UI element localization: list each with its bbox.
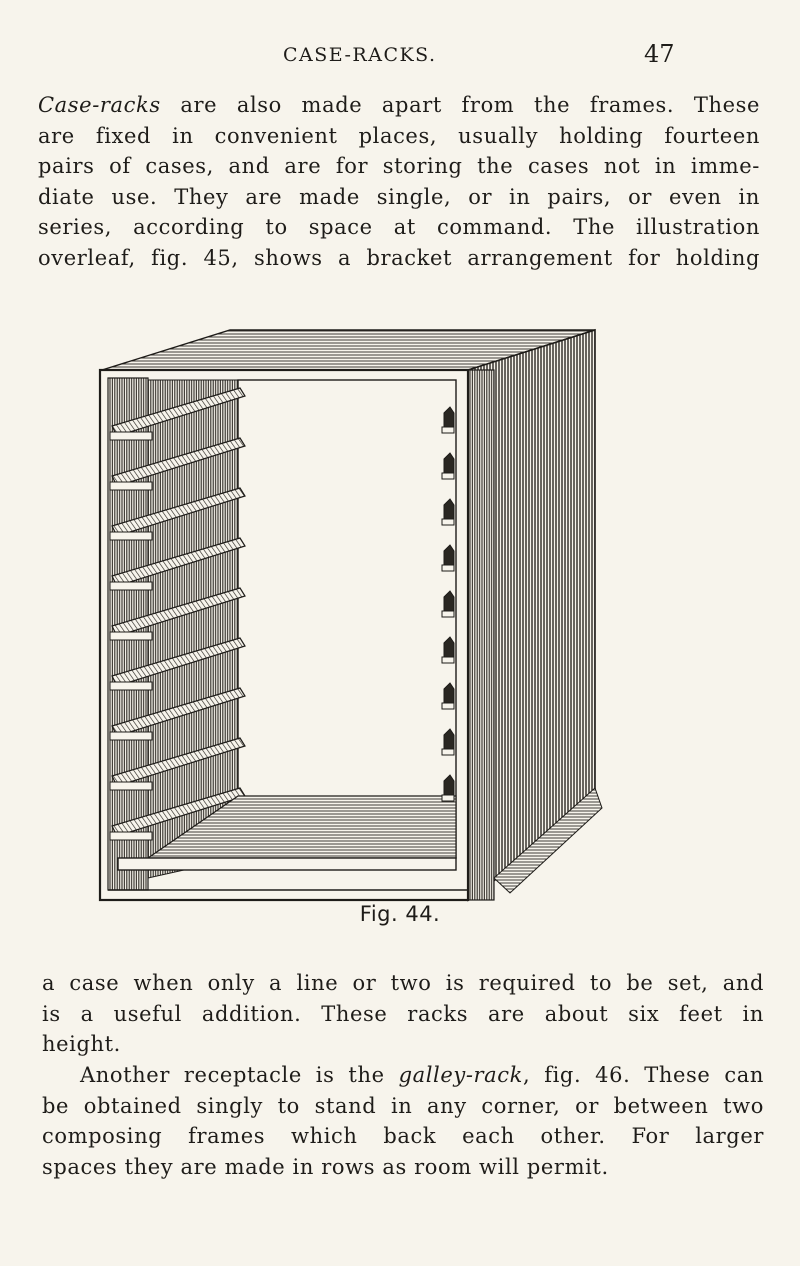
bracket-base	[442, 519, 454, 525]
bracket-base	[442, 565, 454, 571]
bracket-base	[442, 611, 454, 617]
paragraph-galley-rack	[42, 1060, 764, 1182]
paragraph-line: Case-racks are also made apart from the frames. These	[38, 93, 760, 117]
paragraph-line: height.	[42, 1032, 121, 1057]
paragraph-line: pairs of cases, and are for storing the cases not in imme-	[38, 154, 760, 179]
paragraph-line: a case when only a line or two is required to be set, and	[42, 971, 764, 995]
shelf-front-edge	[110, 682, 152, 690]
running-head-title: CASE-RACKS.	[283, 44, 437, 66]
paragraph-continuation	[42, 968, 764, 1060]
paragraph-line: series, according to space at command. The illustration	[38, 215, 760, 240]
shelf-front-edge	[110, 582, 152, 590]
running-head	[0, 40, 800, 74]
bracket-base	[442, 657, 454, 663]
term-case-racks: Case-racks	[38, 93, 161, 117]
case-rack-engraving	[90, 318, 610, 908]
shelf-front-edge	[110, 832, 152, 840]
figure-caption: Fig. 44.	[359, 902, 441, 926]
paragraph-line: be obtained singly to stand in any corner, or between two	[42, 1093, 764, 1118]
shelf-front-edge	[110, 432, 152, 440]
bracket-base	[442, 703, 454, 709]
page-number: 47	[644, 40, 675, 68]
shelf-front-edge	[110, 782, 152, 790]
paragraph-case-racks	[38, 90, 760, 274]
figure-case-rack-illustration	[90, 318, 610, 908]
bracket-base	[442, 427, 454, 433]
paragraph-line: are fixed in convenient places, usually holding fourteen	[38, 123, 760, 148]
shelf-front-edge	[110, 732, 152, 740]
paragraph-line: spaces they are made in rows as room will permit.	[42, 1154, 609, 1179]
shelf-front-edge	[110, 532, 152, 540]
paragraph-line: overleaf, fig. 45, shows a bracket arrangement for holding	[38, 245, 760, 270]
term-galley-rack: galley-rack	[398, 1063, 523, 1087]
paragraph-line: diate use. They are made single, or in pairs, or even in	[38, 184, 760, 209]
bracket-base	[442, 473, 454, 479]
shelf-front-edge	[110, 632, 152, 640]
paragraph-line: Another receptacle is the galley-rack, fig. 46. These can	[80, 1063, 764, 1087]
paragraph-line: is a useful addition. These racks are about six feet in	[42, 1001, 764, 1026]
bracket-base	[442, 749, 454, 755]
bracket-base	[442, 795, 454, 801]
shelf-front-edge	[110, 482, 152, 490]
bracket-group	[442, 407, 454, 801]
paragraph-line: composing frames which back each other. For larger	[42, 1124, 764, 1149]
